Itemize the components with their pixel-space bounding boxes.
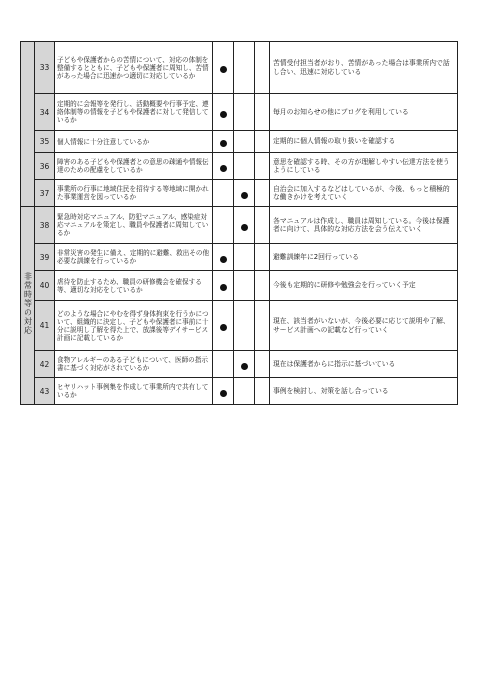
- item-text: 事業所の行事に地域住民を招待する等地域に開かれた事業運営を図っているか: [55, 180, 213, 207]
- yes-column: [213, 42, 234, 94]
- item-text: 非常災害の発生に備え、定期的に避難、救出その他必要な訓練を行っているか: [55, 244, 213, 271]
- yes-column: [213, 94, 234, 131]
- table-row: [21, 378, 458, 405]
- item-text: 障害のある子どもや保護者との意思の疎通や情報伝達のための配慮をしているか: [55, 153, 213, 180]
- table-row: [21, 94, 458, 131]
- category-cell-blank: [21, 42, 35, 207]
- no-column: [255, 94, 270, 131]
- item-number: 41: [35, 301, 55, 351]
- table-row: [21, 153, 458, 180]
- maybe-column: [234, 42, 255, 94]
- maybe-column: [234, 378, 255, 405]
- category-text: 非常時等の対応: [23, 272, 33, 335]
- table-row: [21, 131, 458, 153]
- comment-text: 現在、該当者がいないが、今後必要に応じて説明や了解、サービス計画への記載など行っていく: [270, 301, 458, 351]
- no-column: [255, 301, 270, 351]
- yes-column: [213, 378, 234, 405]
- yes-column: [213, 271, 234, 301]
- comment-text: 各マニュアルは作成し、職員は周知している。今後は保護者に向けて、具体的な対応方法を会う伝えていく: [270, 207, 458, 244]
- evaluation-sheet: [20, 41, 457, 405]
- table-row: [21, 180, 458, 207]
- comment-text: 意思を確認する時、その方が理解しやすい伝達方法を使うようにしている: [270, 153, 458, 180]
- item-text: 子どもや保護者からの苦情について、対応の体制を整備するとともに、子どもや保護者に周知し、苦情があった場合に迅速かつ適切に対応しているか: [55, 42, 213, 94]
- table-row: [21, 271, 458, 301]
- item-number: 40: [35, 271, 55, 301]
- selected-mark-icon: [220, 284, 227, 291]
- yes-column: [213, 207, 234, 244]
- item-text: 個人情報に十分注意しているか: [55, 131, 213, 153]
- maybe-column: [234, 180, 255, 207]
- selected-mark-icon: [220, 111, 227, 118]
- comment-text: 苦情受付担当者がおり、苦情があった場合は事業所内で話し合い、迅速に対応している: [270, 42, 458, 94]
- table-row: [21, 301, 458, 351]
- no-column: [255, 42, 270, 94]
- selected-mark-icon: [220, 140, 227, 147]
- maybe-column: [234, 207, 255, 244]
- item-text: どのような場合にやむを得ず身体拘束を行うかについて、組織的に決定し、子どもや保護者に事前に十分に説明し了解を得た上で、放課後等デイサービス計画に記載しているか: [55, 301, 213, 351]
- comment-text: 現在は保護者からに指示に基づいている: [270, 351, 458, 378]
- table-row: [21, 351, 458, 378]
- table-row: [21, 207, 458, 244]
- no-column: [255, 351, 270, 378]
- selected-mark-icon: [220, 66, 227, 73]
- item-number: 39: [35, 244, 55, 271]
- comment-text: 事例を検討し、対策を話し合っている: [270, 378, 458, 405]
- yes-column: [213, 131, 234, 153]
- yes-column: [213, 351, 234, 378]
- no-column: [255, 153, 270, 180]
- item-number: 43: [35, 378, 55, 405]
- category-label: [21, 207, 35, 405]
- item-number: 42: [35, 351, 55, 378]
- selected-mark-icon: [220, 165, 227, 172]
- yes-column: [213, 244, 234, 271]
- comment-text: 自治会に加入するなどはしているが、今後、もっと積極的な働きかけを考えていく: [270, 180, 458, 207]
- maybe-column: [234, 351, 255, 378]
- maybe-column: [234, 301, 255, 351]
- item-text: 食物アレルギーのある子どもについて、医師の指示書に基づく対応がされているか: [55, 351, 213, 378]
- maybe-column: [234, 153, 255, 180]
- item-number: 33: [35, 42, 55, 94]
- table-row: [21, 244, 458, 271]
- item-number: 36: [35, 153, 55, 180]
- selected-mark-icon: [220, 256, 227, 263]
- item-text: 定期的に会報等を発行し、活動概要や行事予定、連絡体制等の情報を子どもや保護者に対して発信しているか: [55, 94, 213, 131]
- selected-mark-icon: [241, 192, 248, 199]
- yes-column: [213, 180, 234, 207]
- yes-column: [213, 301, 234, 351]
- comment-text: 定期的に個人情報の取り扱いを確認する: [270, 131, 458, 153]
- item-text: 虐待を防止するため、職員の研修機会を確保する等、適切な対応をしているか: [55, 271, 213, 301]
- maybe-column: [234, 94, 255, 131]
- selected-mark-icon: [220, 390, 227, 397]
- comment-text: 避難訓練年に2回行っている: [270, 244, 458, 271]
- no-column: [255, 207, 270, 244]
- item-text: ヒヤリハット事例集を作成して事業所内で共有しているか: [55, 378, 213, 405]
- selected-mark-icon: [241, 224, 248, 231]
- no-column: [255, 271, 270, 301]
- no-column: [255, 180, 270, 207]
- selected-mark-icon: [220, 324, 227, 331]
- item-text: 緊急時対応マニュアル、防犯マニュアル、感染症対応マニュアルを策定し、職員や保護者に周知しているか: [55, 207, 213, 244]
- maybe-column: [234, 271, 255, 301]
- no-column: [255, 244, 270, 271]
- item-number: 35: [35, 131, 55, 153]
- no-column: [255, 378, 270, 405]
- self-evaluation-table: [20, 41, 458, 405]
- yes-column: [213, 153, 234, 180]
- selected-mark-icon: [241, 363, 248, 370]
- item-number: 38: [35, 207, 55, 244]
- comment-text: 今後も定期的に研修や勉強会を行っていく予定: [270, 271, 458, 301]
- table-row: [21, 42, 458, 94]
- comment-text: 毎月のお知らせの他にブログを利用している: [270, 94, 458, 131]
- item-number: 34: [35, 94, 55, 131]
- item-number: 37: [35, 180, 55, 207]
- no-column: [255, 131, 270, 153]
- maybe-column: [234, 244, 255, 271]
- maybe-column: [234, 131, 255, 153]
